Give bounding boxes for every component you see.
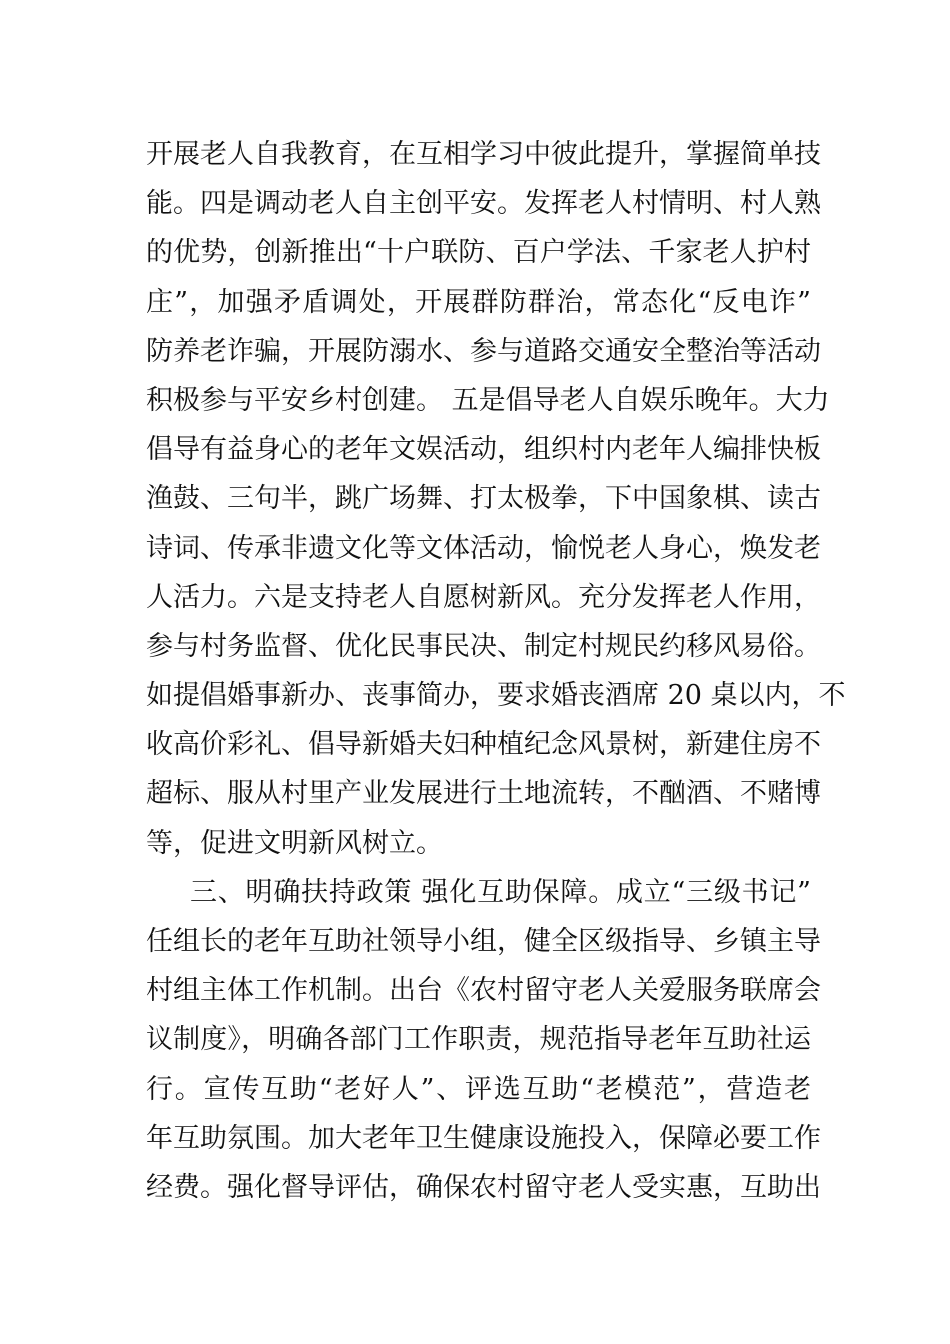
text-line: 任组长的老年互助社领导小组，健全区级指导、乡镇主导 [146, 926, 821, 957]
text-line: 如提倡婚事新办、丧事简办，要求婚丧酒席 20 桌以内，不 [146, 680, 846, 712]
text-line: 诗词、传承非遗文化等文体活动，愉悦老人身心，焕发老 [146, 532, 821, 564]
body-text [146, 130, 846, 1212]
text-line: 村组主体工作机制。出台《农村留守老人关爱服务联席会 [146, 975, 821, 1007]
text-line: 积极参与平安乡村创建。 五是倡导老人自娱乐晚年。大力 [146, 384, 830, 416]
section-heading-line: 三、明确扶持政策 强化互助保障。成立“三级书记” [190, 876, 811, 908]
text-line: 防养老诈骗，开展防溺水、参与道路交通安全整治等活动 [146, 335, 821, 367]
text-line: 人活力。六是支持老人自愿树新风。充分发挥老人作用， [146, 581, 821, 613]
text-line: 经费。强化督导评估，确保农村留守老人受实惠，互助出 [146, 1171, 821, 1203]
text-line: 年互助氛围。加大老年卫生健康设施投入，保障必要工作 [146, 1122, 821, 1154]
text-line: 收高价彩礼、倡导新婚夫妇种植纪念风景树，新建住房不 [146, 729, 821, 761]
text-line: 行。宣传互助“老好人”、评选互助“老模范”，营造老 [146, 1073, 811, 1105]
text-line: 能。四是调动老人自主创平安。发挥老人村情明、村人熟 [146, 188, 821, 220]
text-line: 渔鼓、三句半，跳广场舞、打太极拳，下中国象棋、读古 [146, 483, 821, 515]
text-line: 开展老人自我教育，在互相学习中彼此提升，掌握简单技 [146, 139, 821, 170]
text-line: 超标、服从村里产业发展进行土地流转，不酗酒、不赌博 [146, 778, 821, 810]
text-line: 的优势，创新推出“十户联防、百户学法、千家老人护村 [146, 237, 811, 269]
text-line: 参与村务监督、优化民事民决、制定村规民约移风易俗。 [146, 630, 821, 662]
text-line: 倡导有益身心的老年文娱活动，组织村内老年人编排快板 [146, 434, 821, 466]
text-line: 议制度》，明确各部门工作职责，规范指导老年互助社运 [146, 1024, 811, 1056]
text-line: 庄”，加强矛盾调处，开展群防群治，常态化“反电诈” [146, 286, 811, 318]
paragraph-last-line: 等，促进文明新风树立。 [146, 827, 443, 859]
